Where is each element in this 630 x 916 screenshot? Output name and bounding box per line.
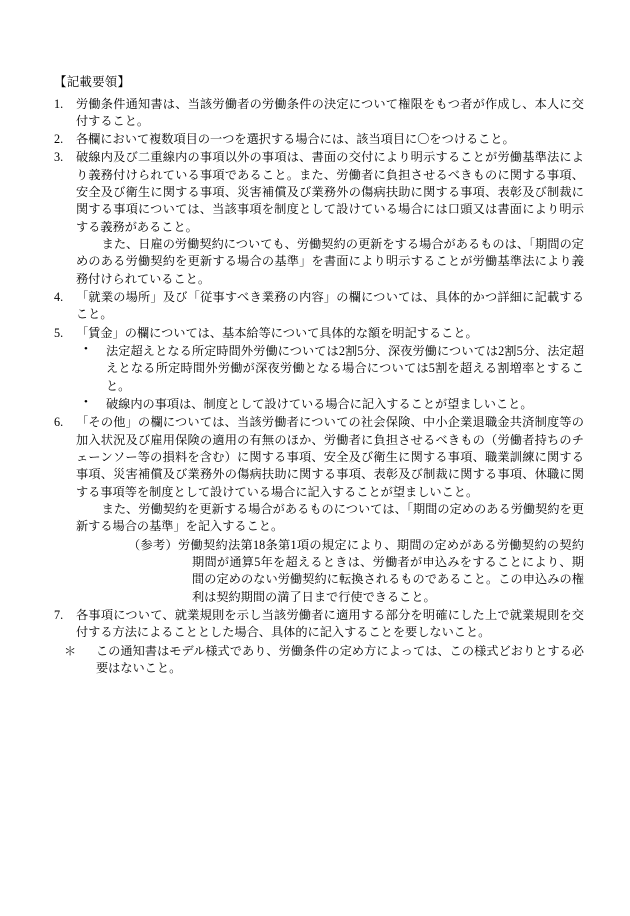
item-paragraph: また、労働契約を更新する場合があるものについては、「期間の定めのある労働契約を更新する場合の基準」を記入すること。 — [76, 502, 584, 534]
list-item — [54, 414, 584, 606]
item-paragraph: 破線内及び二重線内の事項以外の事項は、書面の交付により明示することが労働基準法により義務付けられている事項であること。また、労働者に負担させるべきものに関する事項、安全及び衛生に関する事項、災害補償及び業務外の傷病扶助に関する事項、表彰及び制裁に関する事項については、当該事項を制度として設けている場合には口頭又は書面により明示する義務があること。 — [76, 150, 584, 234]
list-item — [54, 607, 584, 642]
item-number: 4. — [54, 290, 64, 305]
item-paragraph: 各事項について、就業規則を示し当該労働者に適用する部分を明確にした上で就業規則を交付する方法によることとした場合、具体的に記入することを要しないこと。 — [76, 608, 584, 640]
footer-note-text: この通知書はモデル様式であり、労働条件の定め方によっては、この様式どおりとする必要はないこと。 — [96, 643, 584, 675]
item-number: 5. — [54, 325, 64, 340]
list-item — [54, 131, 584, 148]
reference-text: 労働契約法第18条第1項の規定により、期間の定めがある労働契約の契約期間が通算5年を超えるときは、労働者が申込みをすることにより、期間の定めのない労働契約に転換されるものであること。この申込みの権利は契約期間の満了日まで行使できること。 — [178, 537, 585, 604]
item-number: 6. — [54, 415, 64, 430]
page-title: 【記載要領】 — [54, 75, 131, 89]
item-number: 2. — [54, 132, 64, 147]
list-item — [54, 149, 584, 288]
footer-note — [54, 643, 584, 678]
reference-label: （参考） — [128, 537, 178, 552]
bullet-text: 法定超えとなる所定時間外労働については2割5分、深夜労働については2割5分、法定超えとなる所定時間外労働が深夜労働となる場合については5割を超える割増率とすること。 — [106, 344, 584, 393]
bullet-icon: • — [84, 396, 88, 409]
bullet-text: 破線内の事項は、制度として設けている場合に記入することが望ましいこと。 — [106, 397, 533, 412]
bullet-icon: • — [84, 343, 88, 356]
item-number: 1. — [54, 96, 64, 111]
item-paragraph: 「就業の場所」及び「従事すべき業務の内容」の欄については、具体的かつ詳細に記載すること。 — [76, 290, 584, 322]
reference-body — [128, 537, 584, 606]
item-number: 7. — [54, 608, 64, 623]
list-item — [76, 343, 584, 395]
item-number: 3. — [54, 150, 64, 165]
item-paragraph: 各欄において複数項目の一つを選択する場合には、該当項目に〇をつけること。 — [76, 132, 515, 147]
sub-bullet-list — [76, 343, 584, 413]
item-paragraph: また、日雇の労働契約についても、労働契約の更新をする場合があるものは、「期間の定めのある労働契約を更新する場合の基準」を書面により明示することが労働基準法により義務付けられていること。 — [76, 237, 584, 286]
item-paragraph: 「賃金」の欄については、基本給等について具体的な額を明記すること。 — [76, 325, 478, 340]
asterisk-icon: ＊ — [64, 643, 77, 658]
instruction-list — [54, 96, 584, 642]
item-paragraph: 労働条件通知書は、当該労働者の労働条件の決定について権限をもつ者が作成し、本人に交付すること。 — [76, 96, 584, 128]
list-item — [54, 325, 584, 414]
list-item — [54, 289, 584, 324]
list-item — [54, 96, 584, 131]
reference-note — [76, 537, 584, 606]
item-paragraph: 「その他」の欄については、当該労働者についての社会保険、中小企業退職金共済制度等の加入状況及び雇用保険の適用の有無のほか、労働者に負担させるべきもの（労働者持ちのチェーンソー等の損料を含む）に関する事項、安全及び衛生に関する事項、職業訓練に関する事項、災害補償及び業務外の傷病扶助に関する事項、表彰及び制裁に関する事項、休職に関する事項等を制度として設けている場合に記入することが望ましいこと。 — [76, 415, 584, 499]
list-item — [76, 396, 584, 413]
